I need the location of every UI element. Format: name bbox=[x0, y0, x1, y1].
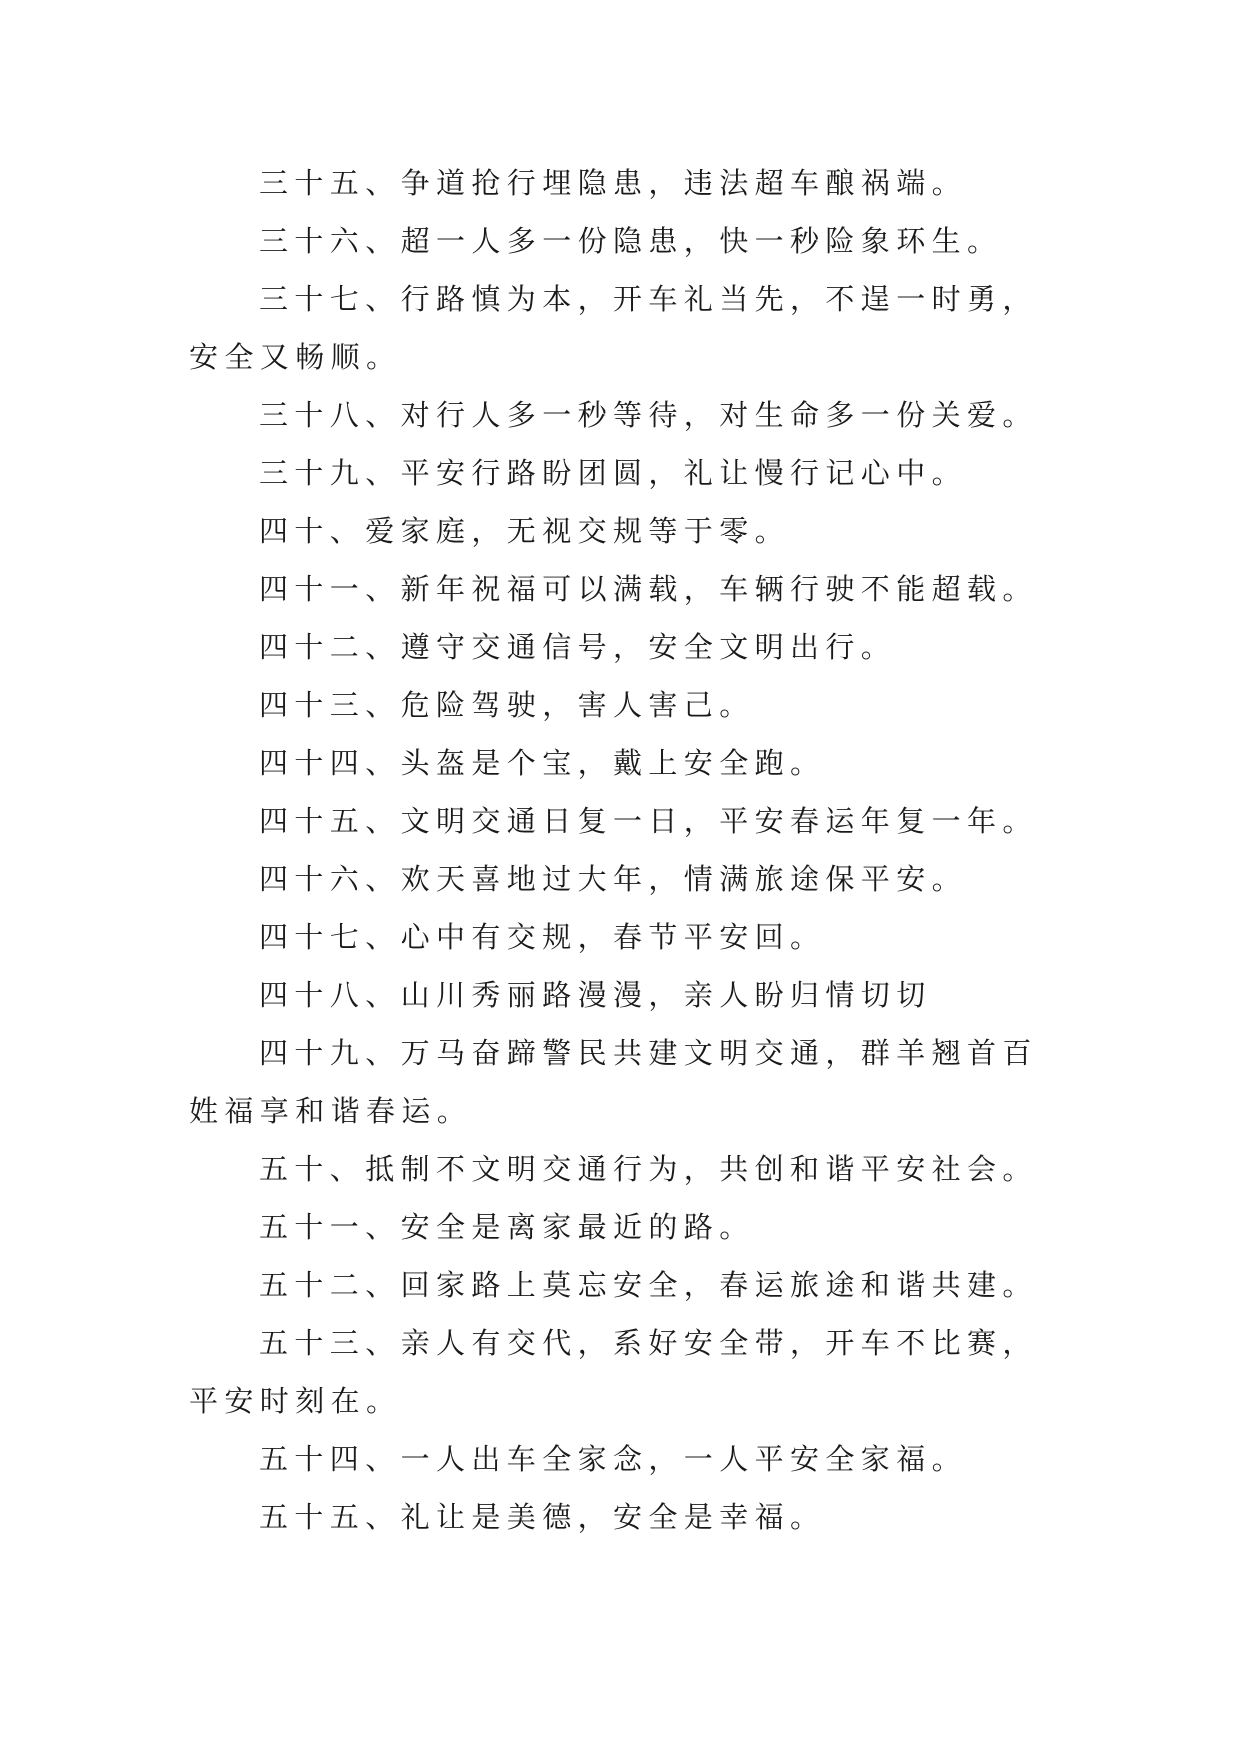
slogan-47: 四十七、心中有交规，春节平安回。 bbox=[259, 920, 826, 954]
slogan-42: 四十二、遵守交通信号，安全文明出行。 bbox=[259, 630, 897, 664]
slogan-38: 三十八、对行人多一秒等待，对生命多一份关爱。 bbox=[259, 398, 1038, 432]
slogan-36: 三十六、超一人多一份隐患，快一秒险象环生。 bbox=[259, 224, 1003, 258]
slogan-39: 三十九、平安行路盼团圆，礼让慢行记心中。 bbox=[259, 456, 968, 490]
slogan-37: 三十七、行路慎为本，开车礼当先，不逞一时勇，安全又畅顺。 bbox=[189, 282, 1038, 374]
slogan-51: 五十一、安全是离家最近的路。 bbox=[259, 1210, 755, 1244]
slogan-43: 四十三、危险驾驶，害人害己。 bbox=[259, 688, 755, 722]
slogan-44: 四十四、头盔是个宝，戴上安全跑。 bbox=[259, 746, 826, 780]
slogan-53: 五十三、亲人有交代，系好安全带，开车不比赛，平安时刻在。 bbox=[189, 1326, 1038, 1418]
slogan-50: 五十、抵制不文明交通行为，共创和谐平安社会。 bbox=[259, 1152, 1038, 1186]
slogan-35: 三十五、争道抢行埋隐患，违法超车酿祸端。 bbox=[259, 166, 968, 200]
slogan-55: 五十五、礼让是美德，安全是幸福。 bbox=[259, 1500, 826, 1534]
slogan-48: 四十八、山川秀丽路漫漫，亲人盼归情切切 bbox=[259, 978, 932, 1012]
slogan-54: 五十四、一人出车全家念，一人平安全家福。 bbox=[259, 1442, 968, 1476]
slogan-49: 四十九、万马奋蹄警民共建文明交通，群羊翘首百姓福享和谐春运。 bbox=[189, 1036, 1038, 1128]
document-body bbox=[189, 154, 1049, 1546]
slogan-40: 四十、爱家庭，无视交规等于零。 bbox=[259, 514, 791, 548]
slogan-45: 四十五、文明交通日复一日，平安春运年复一年。 bbox=[259, 804, 1038, 838]
slogan-46: 四十六、欢天喜地过大年，情满旅途保平安。 bbox=[259, 862, 968, 896]
slogan-52: 五十二、回家路上莫忘安全，春运旅途和谐共建。 bbox=[259, 1268, 1038, 1302]
slogan-41: 四十一、新年祝福可以满载，车辆行驶不能超载。 bbox=[259, 572, 1038, 606]
